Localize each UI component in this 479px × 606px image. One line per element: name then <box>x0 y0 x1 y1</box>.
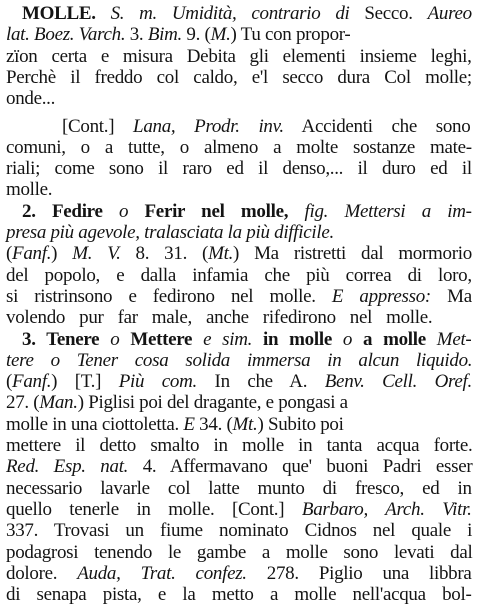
text-segment: Secco. <box>349 3 428 24</box>
text-line <box>6 67 472 89</box>
text-segment: Man. <box>39 392 78 414</box>
text-segment: Fanf. <box>12 371 52 393</box>
text-segment: 2. Fedire <box>22 200 103 222</box>
text-segment: Ma <box>430 285 472 307</box>
text-segment: Red. Esp. nat. <box>6 456 129 478</box>
text-segment: E appresso: <box>331 285 431 307</box>
text-segment: podagrosi tenendo le gambe a molle sono levati dal <box>6 541 473 563</box>
text-line <box>22 3 472 25</box>
text-segment: necessario lavarle col latte munto di fresco, ed in <box>6 477 472 499</box>
text-line <box>6 456 472 478</box>
text-segment: ) <box>51 243 73 265</box>
text-line <box>6 88 55 110</box>
text-segment: In che A. <box>196 371 325 393</box>
text-segment: 337. Trovasi un fiume nominato Cidnos nel quale i <box>6 520 473 542</box>
text-segment: ( <box>6 243 13 265</box>
text-segment: Barbaro, Arch. Vitr. <box>301 498 472 520</box>
text-line <box>6 371 472 393</box>
text-line <box>6 222 334 244</box>
text-segment: 3. <box>125 24 148 46</box>
text-segment: 27. ( <box>6 392 40 414</box>
text-segment: a molle <box>362 328 426 350</box>
text-segment: Aureo <box>427 3 472 24</box>
text-segment: Perchè il freddo col caldo, e'l secco dura Col molle; <box>6 66 472 88</box>
text-line <box>6 137 472 159</box>
text-line <box>6 499 472 521</box>
text-segment: MOLLE. <box>22 3 96 24</box>
text-line <box>6 520 472 542</box>
text-segment: Ferir nel molle, <box>144 200 289 222</box>
text-segment: riali; come sono il raro ed il denso,... il duro ed il <box>6 158 472 180</box>
text-segment: Benv. Cell. Oref. <box>324 371 472 393</box>
text-segment: zïon certa e misura Debita gli elementi insieme leghi, <box>6 45 472 67</box>
text-segment: M. <box>210 24 231 46</box>
text-segment: presa più agevole, tralasciata la più difficile. <box>6 222 334 243</box>
text-line <box>6 414 344 436</box>
text-segment: molle. <box>6 179 53 201</box>
text-segment: E <box>183 413 195 435</box>
text-line <box>6 243 472 265</box>
text-segment: ) [T.] <box>51 371 119 393</box>
text-segment: Mt. <box>232 413 258 435</box>
text-segment: o <box>99 328 131 350</box>
text-segment: si ristrinsono e fedirono nel molle. <box>6 285 332 307</box>
text-segment: lat. Boez. Varch. <box>6 24 126 46</box>
text-segment: M. V. <box>72 243 121 265</box>
text-segment: Mt. <box>208 243 234 265</box>
text-line <box>6 563 472 585</box>
text-line <box>6 46 472 68</box>
text-segment: fig. Mettersi a im- <box>304 200 472 222</box>
text-segment: 34. ( <box>194 413 233 435</box>
text-line <box>6 286 472 308</box>
text-line <box>22 329 471 351</box>
text-line <box>6 158 472 180</box>
text-segment: onde... <box>6 88 56 110</box>
text-segment: 9. ( <box>181 24 211 46</box>
text-segment: tere o Tener cosa solida immersa in alcun liquido. <box>6 349 473 371</box>
text-segment: in molle <box>262 328 332 350</box>
text-line <box>6 350 472 372</box>
text-segment: e sim. <box>192 328 263 350</box>
text-line <box>6 435 472 457</box>
text-segment: Lana, Prodr. inv. <box>133 115 284 137</box>
text-segment: 3. Tenere <box>22 328 100 350</box>
text-segment: 278. Piglio una libbra <box>246 562 472 584</box>
text-segment: o <box>102 200 145 222</box>
text-segment: Fanf. <box>12 243 52 265</box>
text-segment: volendo pur far male, anche rifedirono nel molle. <box>6 307 433 329</box>
text-segment <box>96 3 111 24</box>
text-segment: ) Ma ristretti dal mormorio <box>233 243 472 265</box>
text-line <box>6 24 350 46</box>
text-line <box>6 265 472 287</box>
text-segment: ) Piglisi poi del dragante, e pongasi a <box>77 392 348 414</box>
text-segment: molle in una ciottoletta. <box>6 413 184 435</box>
text-segment: ( <box>6 371 13 393</box>
text-segment: di senapa pista, e la metto a molle nell'acqua bol- <box>6 584 472 606</box>
text-segment: ) Subito poi <box>257 413 344 435</box>
text-segment: Più com. <box>118 371 197 393</box>
text-segment <box>288 201 304 222</box>
text-line <box>22 201 472 223</box>
text-segment: Met- <box>425 328 472 350</box>
text-line <box>6 542 473 564</box>
text-segment: mettere il detto smalto in molle in tanta acqua forte. <box>6 435 473 456</box>
text-segment: [Cont.] <box>62 115 134 137</box>
text-line <box>62 116 470 138</box>
text-segment: Bim. <box>147 24 182 46</box>
text-line <box>6 584 472 606</box>
text-segment: Accidenti che sono <box>283 115 471 137</box>
text-line <box>6 392 348 414</box>
text-line <box>6 478 472 500</box>
text-segment: o <box>331 328 363 350</box>
text-segment: ) Tu con propor- <box>230 24 351 46</box>
text-line <box>6 179 52 201</box>
text-segment: dolore. <box>6 562 78 584</box>
text-segment: quello tenerle in molle. [Cont.] <box>6 498 302 520</box>
text-segment: 4. Affermavano que' buoni Padri esser <box>128 456 473 478</box>
text-line <box>6 307 432 329</box>
text-segment: S. m. Umidità, contrario di <box>110 3 350 24</box>
text-segment: Mettere <box>130 328 193 350</box>
text-segment: del popolo, e dalla infamia che più correa di loro, <box>6 264 472 286</box>
text-segment: 8. 31. ( <box>120 243 209 265</box>
text-segment: comuni, o a tutte, o almeno a molte sostanze mate- <box>6 136 472 158</box>
text-segment: Auda, Trat. confez. <box>77 562 247 584</box>
